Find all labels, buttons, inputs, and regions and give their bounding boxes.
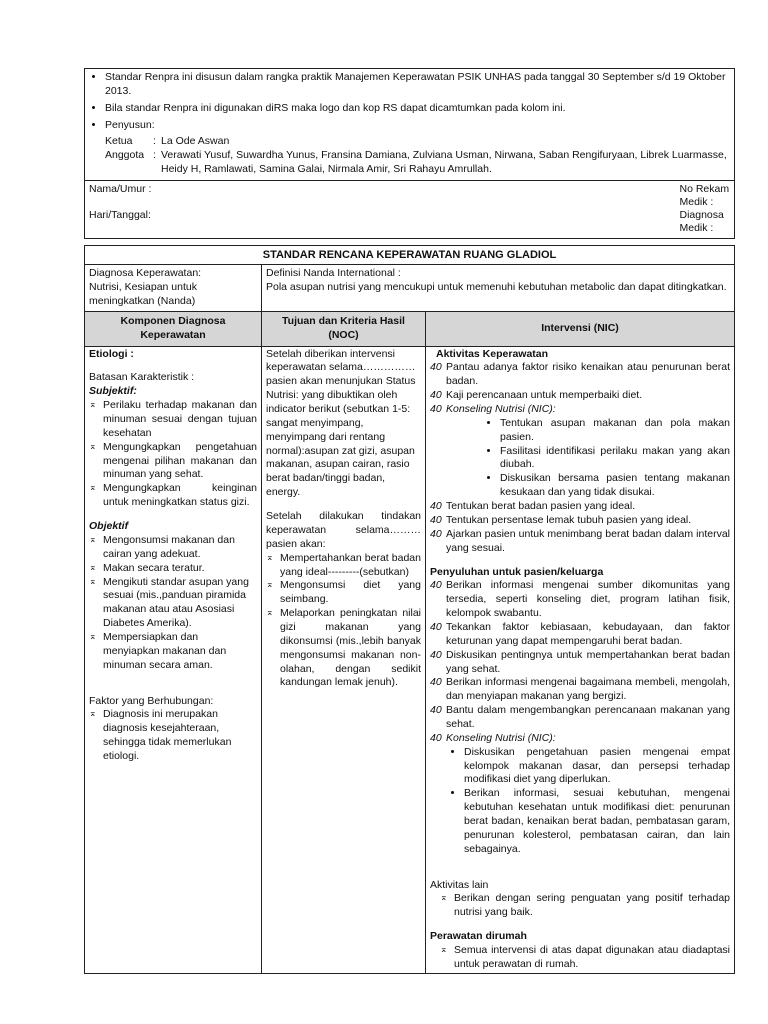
- list-item: 40 Konseling Nutrisi (NIC):: [430, 731, 556, 744]
- noc-paragraph-1: [266, 348, 421, 500]
- list-item: • Diskusikan bersama pasien tentang makanan kesukaan dan yang tidak disukai.: [500, 472, 730, 500]
- nic-column: [426, 346, 735, 973]
- list-item: ⌅ Makan secara teratur.: [89, 562, 257, 576]
- list-item: 40 Tentukan berat badan pasien yang ideal.: [430, 500, 636, 513]
- list-item: 40 Bantu dalam mengembangkan perencanaan makanan yang sehat.: [430, 704, 730, 730]
- anggota-value: Verawati Yusuf, Suwardha Yunus, Fransina Damiana, Zulviana Usman, Nirwana, Saban Rengifuryaan, Librek Luarmasse, Heidy H, Ramlawati, Samina Galai, Nirmala Amir, Sri Rahayu Amrullah.: [161, 149, 727, 176]
- noc-text: Setelah diberikan intervensi keperawatan selama……………pasien akan menunjukan: [266, 347, 416, 388]
- konseling-list: [430, 417, 730, 500]
- header-bullet: • Penyusun:: [105, 119, 728, 133]
- header-bullet: • Standar Renpra ini disusun dalam rangka praktik Manajemen Keperawatan PSIK UNHAS pada tanggal 30 September s/d 19 Oktober 2013.: [105, 71, 728, 99]
- list-item: • Fasilitasi identifikasi perilaku makan yang akan diubah.: [500, 445, 730, 473]
- diagnosa-cell: [85, 265, 262, 312]
- batasan-heading: Batasan Karakteristik :: [89, 371, 195, 384]
- diagnosa-label: Diagnosa Keperawatan:: [89, 267, 202, 280]
- list-item: ⌅ Mengonsumsi diet yang seimbang.: [266, 579, 421, 607]
- list-item: 40 Diskusikan pentingnya untuk mempertahankan berat badan yang sehat.: [430, 648, 730, 675]
- noc-column: [262, 346, 426, 973]
- komponen-column: [85, 346, 262, 973]
- list-item: ⌅ Mengikuti standar asupan yang sesuai (mis.,panduan piramida makanan atau atau Asosiasi Diabetes Amerika).: [89, 576, 257, 631]
- list-item: ⌅ Mengungkapkan pengetahuan mengenai pilihan makanan dan minuman yang sehat.: [89, 441, 257, 483]
- list-item: 40 Konseling Nutrisi (NIC):: [430, 403, 556, 416]
- faktor-heading: Faktor yang Berhubungan:: [89, 694, 214, 707]
- anggota-label: Anggota: [105, 149, 145, 162]
- aktivitas-list: [430, 361, 730, 416]
- list-item: ⌅ Perilaku terhadap makanan dan minuman sesuai dengan tujuan kesehatan: [89, 399, 257, 441]
- list-item: • Berikan informasi, sesuai kebutuhan, mengenai kebutuhan kesehatan untuk modifikasi diet: penurunan berat badan, kenaikan berat badan, pembatasan garam, penurunan kolesterol, pembatasan cairan, dan lain sebagainya.: [464, 787, 730, 856]
- ketua-value: La Ode Aswan: [161, 135, 230, 148]
- lain-heading: Aktivitas lain: [430, 878, 489, 891]
- list-item: ⌅ Diagnosis ini merupakan diagnosis kesejahteraan, sehingga tidak memerlukan etiologi.: [89, 708, 257, 763]
- etiologi-heading: Etiologi :: [89, 347, 134, 360]
- list-item: ⌅ Mempersiapkan dan menyiapkan makanan dan minuman secara aman.: [89, 631, 257, 673]
- faktor-list: [89, 708, 257, 763]
- list-item: ⌅ Melaporkan peningkatan nilai gizi makanan yang dikonsumsi (mis.,lebih banyak mengonsumsi makanan non-olahan, dengan sedikit kandungan lemak jenuh).: [266, 607, 421, 690]
- lain-list: [430, 892, 730, 920]
- penyuluhan-heading: Penyuluhan untuk pasien/keluarga: [430, 565, 604, 578]
- list-item: ⌅ Mengungkapkan keinginan untuk meningkatkan status gizi.: [89, 482, 257, 510]
- list-item: • Tentukan asupan makanan dan pola makan pasien.: [500, 417, 730, 445]
- rekam-medik: No Rekam Medik :: [679, 183, 730, 209]
- list-item: ⌅ Mempertahankan berat badan yang ideal---------(sebutkan): [266, 552, 421, 580]
- list-item: ⌅ Semua intervensi di atas dapat digunakan atau diadaptasi untuk perawatan di rumah.: [440, 944, 730, 972]
- list-item: ⌅ Mengonsumsi makanan dan cairan yang adekuat.: [89, 534, 257, 562]
- definisi-cell: [262, 265, 735, 312]
- noc-text: yang dibuktikan oleh indicator berikut (sebutkan 1-5: sangat menyimpang, menyimpang dari rentang normal):asupan zat gizi, asupan makanan, asupan cairan, rasio berat badan/tinggi badan, energy.: [266, 389, 415, 499]
- subjektif-list: [89, 399, 257, 510]
- document-page: [84, 68, 735, 974]
- team-list: Ketua : La Ode Aswan Anggota : Verawati Yusuf, Suwardha Yunus, Fransina Damiana, Zulviana Usman, Nirwana, Saban Rengifuryaan, Librek Luarmasse, Heidy H, Ramlawati, Samina Galai, Nirmala Amir, Sri Rahayu Amrullah.: [105, 135, 727, 176]
- definisi-value: Pola asupan nutrisi yang mencukupi untuk memenuhi kebutuhan metabolic dan dapat ditingkatkan.: [266, 280, 727, 293]
- rumah-heading: Perawatan dirumah: [430, 930, 527, 943]
- diagnosa-value: Nutrisi, Kesiapan untuk meningkatkan (Nanda): [89, 280, 197, 307]
- header-bullets: [91, 71, 728, 132]
- noc-list: [266, 552, 421, 691]
- nama-umur: Nama/Umur :: [89, 183, 152, 196]
- rumah-list: [430, 944, 730, 972]
- list-item: 40 Pantau adanya faktor risiko kenaikan atau penurunan berat badan.: [430, 361, 730, 388]
- list-item: ⌅ Berikan dengan sering penguatan yang positif terhadap nutrisi yang baik.: [440, 892, 730, 920]
- ketua-label: Ketua: [105, 135, 133, 148]
- list-item: 40 Berikan informasi mengenai sumber dikomunitas yang tersedia, seperti konseling diet, program latihan fisik, kelompok swabantu.: [430, 579, 730, 620]
- col-header-komponen: Komponen Diagnosa Keperawatan: [85, 311, 262, 346]
- hari-tanggal: Hari/Tanggal:: [89, 209, 151, 222]
- col-header-nic: Intervensi (NIC): [426, 311, 735, 346]
- noc-paragraph-2: Setelah dilakukan tindakan keperawatan selama………pasien akan:: [266, 510, 421, 550]
- table-title: STANDAR RENCANA KEPERAWATAN RUANG GLADIOL: [85, 245, 735, 265]
- patient-info: [84, 181, 735, 239]
- konseling-list-2: [430, 746, 730, 857]
- list-item: 40 Berikan informasi mengenai bagaimana membeli, mengolah, dan menyiapan makanan yang bergizi.: [430, 676, 730, 703]
- definisi-label: Definisi Nanda International :: [266, 267, 401, 280]
- list-item: 40 Kaji perencanaan untuk memperbaiki diet.: [430, 389, 643, 402]
- list-item: 40 Ajarkan pasien untuk menimbang berat badan dalam interval yang sesuai.: [430, 527, 730, 554]
- care-plan-table: [84, 245, 735, 974]
- aktivitas-list-2: [430, 500, 730, 555]
- col-header-noc: Tujuan dan Kriteria Hasil (NOC): [262, 311, 426, 346]
- objektif-heading: Objektif: [89, 520, 129, 533]
- list-item: 40 Tekankan faktor kebiasaan, kebudayaan, dan faktor keturunan yang dapat mempengaruhi berat badan.: [430, 620, 730, 647]
- header-box: [84, 68, 735, 181]
- list-item: 40 Tentukan persentase lemak tubuh pasien yang ideal.: [430, 513, 692, 526]
- aktivitas-heading: Aktivitas Keperawatan: [436, 347, 549, 360]
- subjektif-heading: Subjektif:: [89, 385, 137, 398]
- header-bullet: • Bila standar Renpra ini digunakan diRS maka logo dan kop RS dapat dicamtumkan pada kolom ini.: [105, 102, 728, 116]
- penyuluhan-list: [430, 579, 730, 745]
- list-item: • Diskusikan pengetahuan pasien mengenai empat kelompok makanan dasar, dan persepsi terhadap modifikasi diet yang diperlukan.: [464, 746, 730, 788]
- status-nutrisi-label: Status Nutrisi:: [266, 375, 416, 402]
- diagnosa-medik: Diagnosa Medik :: [679, 209, 724, 235]
- objektif-list: [89, 534, 257, 673]
